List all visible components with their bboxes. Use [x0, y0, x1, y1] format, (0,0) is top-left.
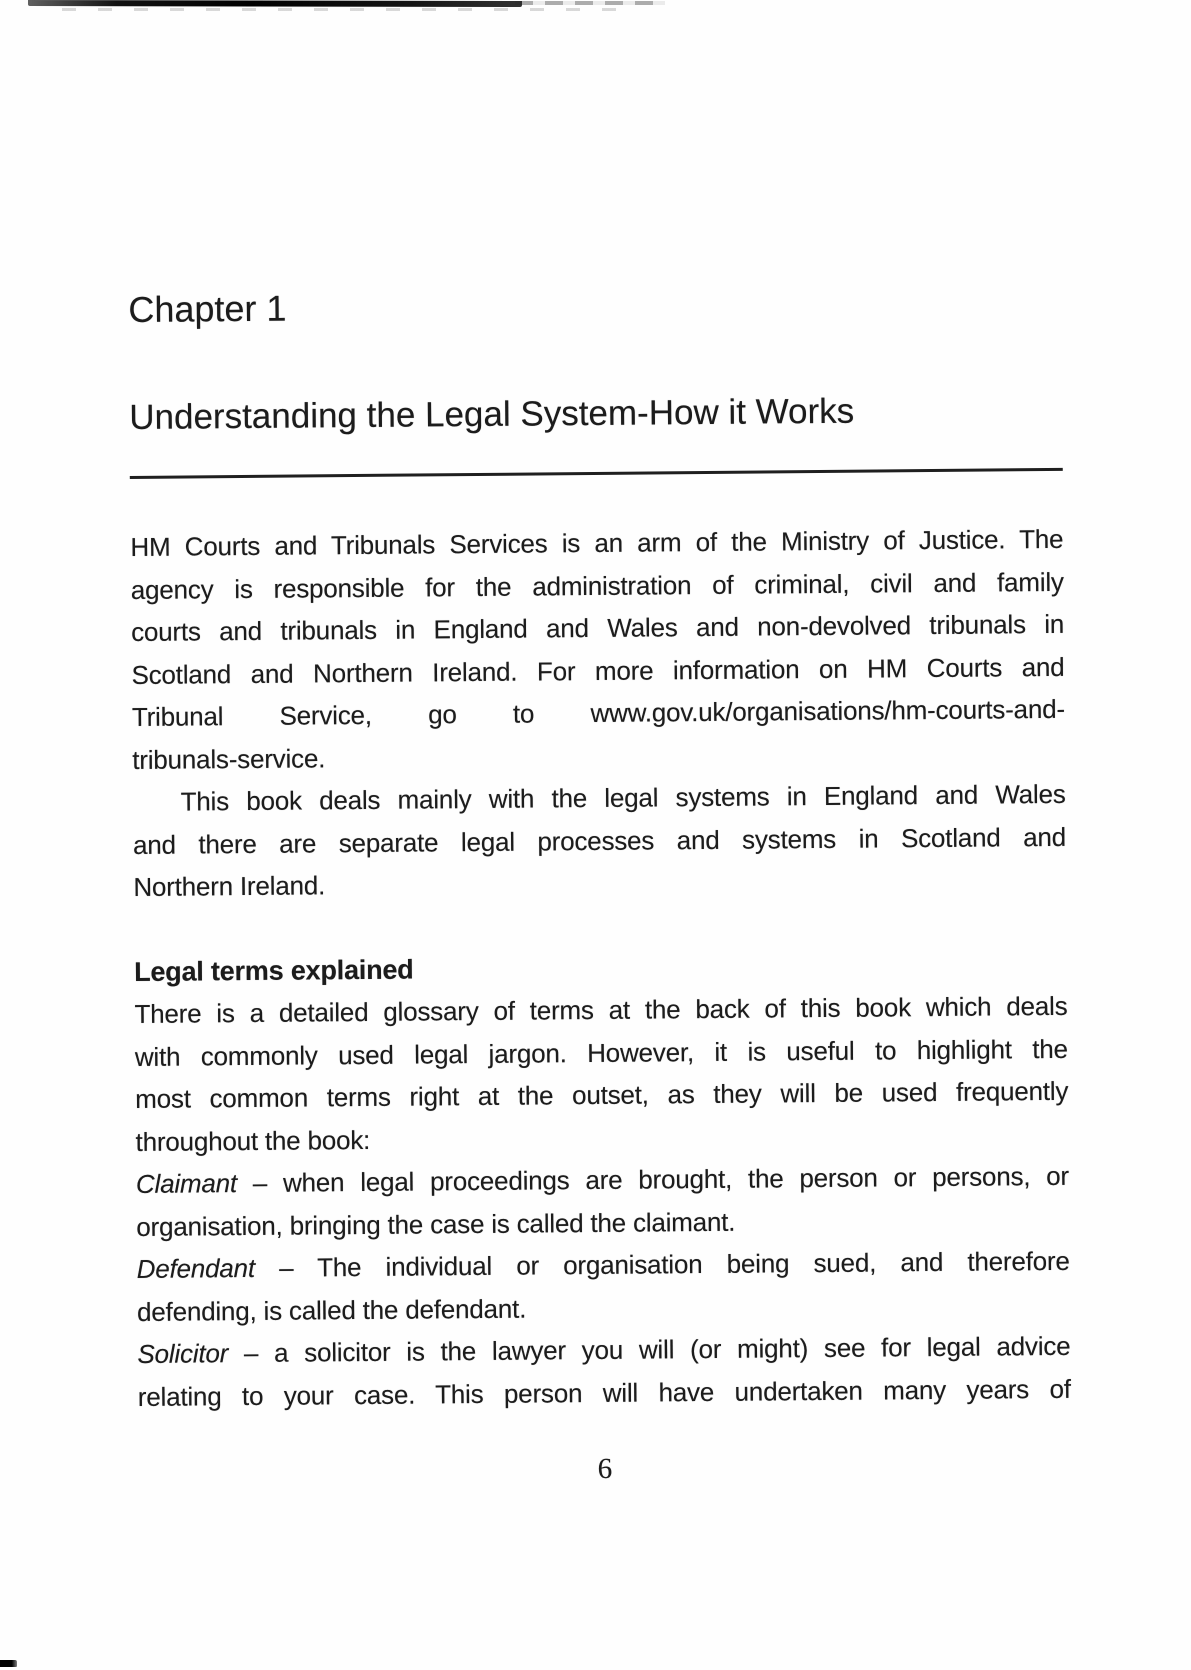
paragraph	[134, 985, 1068, 1163]
text-line: Defendant – The individual or organisation being sued, and therefore	[136, 1245, 1070, 1284]
text-line: There is a detailed glossary of terms at the back of this book which deals	[134, 990, 1068, 1029]
legal-term: Claimant	[135, 1168, 238, 1199]
title-divider	[130, 468, 1063, 479]
text-line: Solicitor – a solicitor is the lawyer you will (or might) see for legal advice	[137, 1330, 1071, 1369]
text-line: HM Courts and Tribunals Services is an arm of the Ministry of Justice. The	[130, 523, 1064, 562]
text-line: relating to your case. This person will have undertaken many years of	[137, 1373, 1071, 1412]
page-number: 6	[597, 1452, 613, 1485]
text-line: tribunals-service.	[132, 742, 326, 775]
scan-artifact-bottom-left-corner	[0, 1660, 17, 1667]
text-line: most common terms right at the outset, as they will be used frequently	[135, 1075, 1069, 1114]
text-line: organisation, bringing the case is called the claimant.	[136, 1206, 736, 1242]
text-line: Tribunal Service, go to www.gov.uk/organisations/hm-courts-and-	[131, 693, 1065, 732]
definition-paragraph	[137, 1240, 1071, 1333]
body-blocks	[130, 518, 1071, 1418]
text-line: Scotland and Northern Ireland. For more information on HM Courts and	[131, 651, 1065, 690]
paragraph	[130, 518, 1065, 781]
text-line: agency is responsible for the administration of criminal, civil and family	[130, 566, 1064, 605]
legal-term: Solicitor	[137, 1338, 229, 1369]
section-heading: Legal terms explained	[133, 954, 414, 987]
page-content	[126, 0, 1072, 1494]
text-line: with commonly used legal jargon. However, it is useful to highlight the	[134, 1033, 1068, 1072]
text-line: Claimant – when legal proceedings are brought, the person or persons, or	[135, 1160, 1070, 1199]
text-line: Northern Ireland.	[133, 870, 326, 902]
text-line: defending, is called the defendant.	[136, 1293, 527, 1327]
page-title: Understanding the Legal System-How it Works	[129, 391, 855, 438]
definition-paragraph	[136, 1155, 1070, 1248]
chapter-label: Chapter 1	[128, 287, 287, 331]
definition-paragraph	[137, 1325, 1071, 1418]
paragraph	[132, 773, 1066, 909]
text-line: This book deals mainly with the legal systems in England and Wales	[180, 778, 1066, 817]
text-line: and there are separate legal processes and systems in Scotland and	[132, 821, 1067, 860]
text-line: throughout the book:	[135, 1124, 371, 1157]
text-line: courts and tribunals in England and Wales and non-devolved tribunals in	[131, 608, 1065, 647]
legal-term: Defendant	[136, 1252, 256, 1284]
